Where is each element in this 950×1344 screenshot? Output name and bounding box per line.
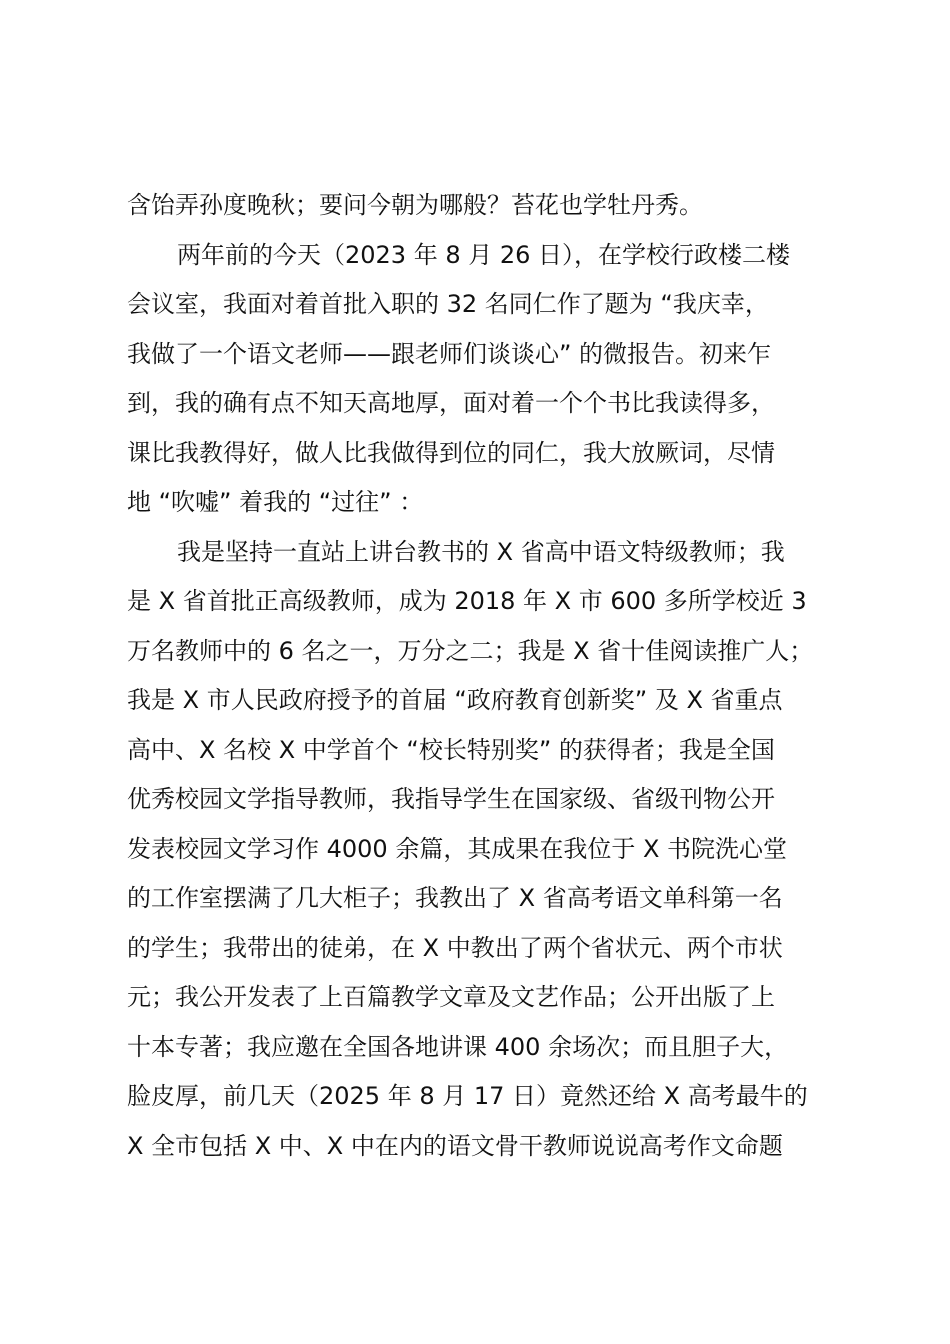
text-line: 元；我公开发表了上百篇教学文章及文艺作品；公开出版了上	[127, 983, 775, 1011]
body-text	[127, 181, 837, 1171]
text-line: 的工作室摆满了几大柜子；我教出了 X 省高考语文单科第一名	[127, 884, 783, 912]
text-line: 到，我的确有点不知天高地厚，面对着一个个书比我读得多，	[127, 389, 775, 417]
text-line: 我是 X 市人民政府授予的首届 “政府教育创新奖” 及 X 省重点	[127, 686, 783, 714]
paragraph-first-line: 两年前的今天（2023 年 8 月 26 日），在学校行政楼二楼	[177, 240, 791, 269]
text-line: 发表校园文学习作 4000 余篇，其成果在我位于 X 书院洗心堂	[127, 834, 788, 863]
text-line: 高中、X 名校 X 中学首个 “校长特别奖” 的获得者；我是全国	[127, 735, 775, 764]
text-line: 地 “吹嘘” 着我的 “过往” ：	[127, 488, 424, 516]
text-line: 我做了一个语文老师——跟老师们谈谈心” 的微报告。初来乍	[127, 339, 772, 368]
text-line: 十本专著；我应邀在全国各地讲课 400 余场次；而且胆子大，	[127, 1032, 789, 1061]
text-line: X 全市包括 X 中、X 中在内的语文骨干教师说说高考作文命题	[127, 1131, 783, 1160]
text-line: 脸皮厚，前几天（2025 年 8 月 17 日）竟然还给 X 高考最牛的	[127, 1082, 808, 1110]
text-line: 的学生；我带出的徒弟，在 X 中教出了两个省状元、两个市状	[127, 933, 783, 962]
text-line: 是 X 省首批正高级教师，成为 2018 年 X 市 600 多所学校近 3	[127, 587, 807, 615]
text-line: 万名教师中的 6 名之一，万分之二；我是 X 省十佳阅读推广人；	[127, 636, 814, 665]
text-line: 含饴弄孙度晚秋；要问今朝为哪般？苔花也学牡丹秀。	[127, 191, 703, 219]
paragraph-first-line: 我是坚持一直站上讲台教书的 X 省高中语文特级教师；我	[177, 537, 785, 566]
text-line: 优秀校园文学指导教师，我指导学生在国家级、省级刊物公开	[127, 785, 775, 813]
text-line: 课比我教得好，做人比我做得到位的同仁，我大放厥词，尽情	[127, 438, 775, 467]
text-line: 会议室，我面对着首批入职的 32 名同仁作了题为 “我庆幸，	[127, 290, 769, 318]
